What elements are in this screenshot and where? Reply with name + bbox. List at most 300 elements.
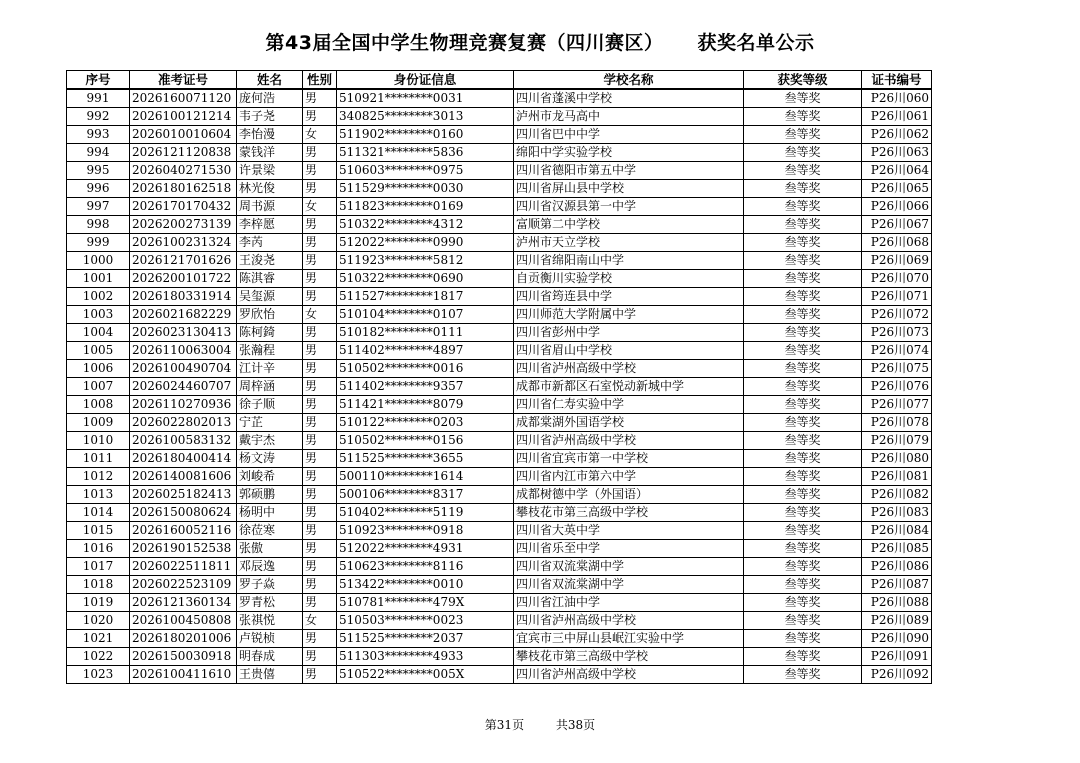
cell-award-level: 叁等奖 (744, 450, 862, 468)
cell-exam-id: 2026100450808 (130, 612, 237, 630)
col-header-school: 学校名称 (514, 71, 744, 90)
cell-exam-id: 2026180201006 (130, 630, 237, 648)
table-header-row (67, 71, 932, 90)
table-row (67, 630, 932, 648)
table-row (67, 558, 932, 576)
cell-gender: 男 (303, 468, 337, 486)
table-row (67, 576, 932, 594)
cell-certificate-no: P26川088 (862, 594, 932, 612)
cell-certificate-no: P26川076 (862, 378, 932, 396)
col-header-name: 姓名 (237, 71, 303, 90)
cell-id-info: 510623********8116 (337, 558, 514, 576)
cell-id-info: 500106********8317 (337, 486, 514, 504)
page-number: 第31页 (484, 718, 525, 732)
cell-index: 1018 (67, 576, 130, 594)
table-row (67, 540, 932, 558)
cell-index: 992 (67, 108, 130, 126)
table-row (67, 216, 932, 234)
cell-certificate-no: P26川072 (862, 306, 932, 324)
cell-certificate-no: P26川085 (862, 540, 932, 558)
cell-exam-id: 2026024460707 (130, 378, 237, 396)
cell-award-level: 叁等奖 (744, 666, 862, 684)
cell-index: 994 (67, 144, 130, 162)
cell-gender: 男 (303, 162, 337, 180)
cell-id-info: 513422********0010 (337, 576, 514, 594)
cell-name: 许景梁 (237, 162, 303, 180)
cell-certificate-no: P26川075 (862, 360, 932, 378)
cell-name: 李梓愿 (237, 216, 303, 234)
cell-gender: 男 (303, 504, 337, 522)
cell-id-info: 510104********0107 (337, 306, 514, 324)
table-row (67, 252, 932, 270)
cell-index: 1009 (67, 414, 130, 432)
cell-award-level: 叁等奖 (744, 522, 862, 540)
cell-gender: 男 (303, 89, 337, 108)
cell-gender: 男 (303, 540, 337, 558)
cell-index: 1014 (67, 504, 130, 522)
cell-name: 周梓涵 (237, 378, 303, 396)
cell-name: 罗子焱 (237, 576, 303, 594)
cell-exam-id: 2026110270936 (130, 396, 237, 414)
cell-school: 泸州市龙马高中 (514, 108, 744, 126)
col-header-exam-id: 准考证号 (130, 71, 237, 90)
cell-index: 996 (67, 180, 130, 198)
table-row (67, 342, 932, 360)
cell-school: 四川省眉山中学校 (514, 342, 744, 360)
cell-name: 陈柯錡 (237, 324, 303, 342)
cell-id-info: 510522********005X (337, 666, 514, 684)
col-header-gender: 性别 (303, 71, 337, 90)
cell-school: 自贡衡川实验学校 (514, 270, 744, 288)
cell-school: 四川省泸州高级中学校 (514, 666, 744, 684)
cell-index: 993 (67, 126, 130, 144)
title-suffix: 获奖名单公示 (697, 32, 815, 54)
table-row (67, 378, 932, 396)
cell-gender: 男 (303, 216, 337, 234)
cell-school: 成都树德中学（外国语） (514, 486, 744, 504)
table-row (67, 198, 932, 216)
table-row (67, 324, 932, 342)
table-row (67, 270, 932, 288)
cell-certificate-no: P26川062 (862, 126, 932, 144)
cell-id-info: 511823********0169 (337, 198, 514, 216)
cell-certificate-no: P26川064 (862, 162, 932, 180)
cell-index: 995 (67, 162, 130, 180)
cell-name: 罗欣怡 (237, 306, 303, 324)
cell-exam-id: 2026040271530 (130, 162, 237, 180)
cell-id-info: 511923********5812 (337, 252, 514, 270)
cell-index: 1006 (67, 360, 130, 378)
cell-gender: 女 (303, 612, 337, 630)
cell-school: 四川省内江市第六中学 (514, 468, 744, 486)
cell-exam-id: 2026140081606 (130, 468, 237, 486)
table-row (67, 288, 932, 306)
cell-award-level: 叁等奖 (744, 144, 862, 162)
cell-certificate-no: P26川090 (862, 630, 932, 648)
cell-award-level: 叁等奖 (744, 288, 862, 306)
cell-gender: 男 (303, 414, 337, 432)
cell-gender: 男 (303, 108, 337, 126)
cell-name: 罗青松 (237, 594, 303, 612)
table-row (67, 522, 932, 540)
cell-id-info: 511402********4897 (337, 342, 514, 360)
cell-certificate-no: P26川083 (862, 504, 932, 522)
table-row (67, 108, 932, 126)
cell-name: 李怡漫 (237, 126, 303, 144)
cell-certificate-no: P26川091 (862, 648, 932, 666)
cell-award-level: 叁等奖 (744, 432, 862, 450)
cell-exam-id: 2026100231324 (130, 234, 237, 252)
cell-id-info: 510322********0690 (337, 270, 514, 288)
cell-exam-id: 2026200273139 (130, 216, 237, 234)
cell-school: 富顺第二中学校 (514, 216, 744, 234)
table-row (67, 234, 932, 252)
cell-id-info: 510402********5119 (337, 504, 514, 522)
cell-award-level: 叁等奖 (744, 630, 862, 648)
cell-name: 陈淇睿 (237, 270, 303, 288)
table-row (67, 162, 932, 180)
cell-gender: 男 (303, 180, 337, 198)
cell-id-info: 511529********0030 (337, 180, 514, 198)
cell-id-info: 510603********0975 (337, 162, 514, 180)
cell-school: 宜宾市三中屏山县岷江实验中学 (514, 630, 744, 648)
cell-gender: 男 (303, 288, 337, 306)
cell-name: 张祺悦 (237, 612, 303, 630)
cell-certificate-no: P26川063 (862, 144, 932, 162)
cell-school: 四川省仁寿实验中学 (514, 396, 744, 414)
cell-name: 徐莅寒 (237, 522, 303, 540)
cell-school: 四川省德阳市第五中学 (514, 162, 744, 180)
cell-school: 四川省宜宾市第一中学校 (514, 450, 744, 468)
cell-award-level: 叁等奖 (744, 414, 862, 432)
cell-gender: 男 (303, 324, 337, 342)
cell-index: 1010 (67, 432, 130, 450)
cell-name: 蒙钱洋 (237, 144, 303, 162)
cell-school: 四川省屏山县中学校 (514, 180, 744, 198)
cell-exam-id: 2026160071120 (130, 89, 237, 108)
cell-exam-id: 2026022511811 (130, 558, 237, 576)
cell-id-info: 511321********5836 (337, 144, 514, 162)
cell-index: 1021 (67, 630, 130, 648)
cell-school: 四川省大英中学 (514, 522, 744, 540)
table-row (67, 486, 932, 504)
cell-index: 1015 (67, 522, 130, 540)
cell-id-info: 512022********0990 (337, 234, 514, 252)
cell-certificate-no: P26川082 (862, 486, 932, 504)
cell-exam-id: 2026170170432 (130, 198, 237, 216)
cell-school: 四川省乐至中学 (514, 540, 744, 558)
cell-index: 997 (67, 198, 130, 216)
cell-exam-id: 2026121701626 (130, 252, 237, 270)
cell-index: 1003 (67, 306, 130, 324)
cell-award-level: 叁等奖 (744, 504, 862, 522)
cell-gender: 男 (303, 486, 337, 504)
cell-award-level: 叁等奖 (744, 612, 862, 630)
cell-gender: 男 (303, 432, 337, 450)
table-row (67, 594, 932, 612)
cell-index: 1011 (67, 450, 130, 468)
cell-index: 1000 (67, 252, 130, 270)
cell-gender: 男 (303, 522, 337, 540)
cell-name: 徐子顺 (237, 396, 303, 414)
table-row (67, 89, 932, 108)
cell-name: 周书源 (237, 198, 303, 216)
cell-award-level: 叁等奖 (744, 126, 862, 144)
cell-index: 1008 (67, 396, 130, 414)
cell-gender: 男 (303, 648, 337, 666)
cell-exam-id: 2026190152538 (130, 540, 237, 558)
col-header-certificate-no: 证书编号 (862, 71, 932, 90)
cell-index: 1001 (67, 270, 130, 288)
cell-certificate-no: P26川074 (862, 342, 932, 360)
cell-exam-id: 2026100490704 (130, 360, 237, 378)
cell-index: 1017 (67, 558, 130, 576)
cell-certificate-no: P26川073 (862, 324, 932, 342)
cell-school: 四川省彭州中学 (514, 324, 744, 342)
cell-school: 绵阳中学实验学校 (514, 144, 744, 162)
cell-certificate-no: P26川079 (862, 432, 932, 450)
cell-exam-id: 2026180400414 (130, 450, 237, 468)
cell-award-level: 叁等奖 (744, 342, 862, 360)
cell-name: 戴宇杰 (237, 432, 303, 450)
cell-index: 1005 (67, 342, 130, 360)
cell-school: 四川省巴中中学 (514, 126, 744, 144)
cell-name: 杨文涛 (237, 450, 303, 468)
cell-exam-id: 2026150080624 (130, 504, 237, 522)
cell-id-info: 500110********1614 (337, 468, 514, 486)
table-row (67, 468, 932, 486)
cell-school: 攀枝花市第三高级中学校 (514, 648, 744, 666)
cell-gender: 女 (303, 306, 337, 324)
cell-name: 卢锐桢 (237, 630, 303, 648)
cell-name: 杨明中 (237, 504, 303, 522)
cell-id-info: 510781********479X (337, 594, 514, 612)
cell-index: 1020 (67, 612, 130, 630)
cell-gender: 男 (303, 558, 337, 576)
cell-name: 郭硕鹏 (237, 486, 303, 504)
cell-school: 成都棠湖外国语学校 (514, 414, 744, 432)
cell-exam-id: 2026200101722 (130, 270, 237, 288)
cell-name: 王浚尧 (237, 252, 303, 270)
cell-name: 张傲 (237, 540, 303, 558)
page-title (0, 28, 1080, 55)
cell-name: 林光俊 (237, 180, 303, 198)
cell-certificate-no: P26川068 (862, 234, 932, 252)
cell-gender: 男 (303, 234, 337, 252)
cell-exam-id: 2026021682229 (130, 306, 237, 324)
cell-id-info: 340825********3013 (337, 108, 514, 126)
cell-exam-id: 2026180331914 (130, 288, 237, 306)
cell-exam-id: 2026100411610 (130, 666, 237, 684)
cell-index: 1022 (67, 648, 130, 666)
table-row (67, 648, 932, 666)
cell-id-info: 510122********0203 (337, 414, 514, 432)
cell-gender: 男 (303, 576, 337, 594)
cell-exam-id: 2026100583132 (130, 432, 237, 450)
cell-id-info: 510502********0016 (337, 360, 514, 378)
cell-index: 998 (67, 216, 130, 234)
cell-award-level: 叁等奖 (744, 324, 862, 342)
table-row (67, 396, 932, 414)
cell-exam-id: 2026010010604 (130, 126, 237, 144)
title-main: 第43届全国中学生物理竞赛复赛（四川赛区） (265, 32, 664, 54)
cell-school: 成都市新都区石室悦动新城中学 (514, 378, 744, 396)
table-row (67, 306, 932, 324)
cell-exam-id: 2026022523109 (130, 576, 237, 594)
cell-award-level: 叁等奖 (744, 558, 862, 576)
cell-id-info: 510921********0031 (337, 89, 514, 108)
table-row (67, 450, 932, 468)
cell-school: 四川省双流棠湖中学 (514, 576, 744, 594)
cell-certificate-no: P26川067 (862, 216, 932, 234)
cell-id-info: 511421********8079 (337, 396, 514, 414)
cell-id-info: 510503********0023 (337, 612, 514, 630)
cell-exam-id: 2026121120838 (130, 144, 237, 162)
cell-id-info: 510182********0111 (337, 324, 514, 342)
cell-gender: 男 (303, 396, 337, 414)
cell-award-level: 叁等奖 (744, 486, 862, 504)
cell-gender: 男 (303, 270, 337, 288)
cell-id-info: 511303********4933 (337, 648, 514, 666)
cell-gender: 男 (303, 630, 337, 648)
table-row (67, 432, 932, 450)
cell-award-level: 叁等奖 (744, 594, 862, 612)
cell-award-level: 叁等奖 (744, 162, 862, 180)
cell-name: 王贵僖 (237, 666, 303, 684)
cell-id-info: 510502********0156 (337, 432, 514, 450)
cell-school: 四川省泸州高级中学校 (514, 360, 744, 378)
cell-award-level: 叁等奖 (744, 252, 862, 270)
cell-id-info: 511902********0160 (337, 126, 514, 144)
cell-certificate-no: P26川084 (862, 522, 932, 540)
page-footer (0, 716, 1080, 733)
cell-gender: 男 (303, 666, 337, 684)
cell-name: 庞何浩 (237, 89, 303, 108)
cell-school: 四川省泸州高级中学校 (514, 432, 744, 450)
table-row (67, 612, 932, 630)
cell-certificate-no: P26川078 (862, 414, 932, 432)
table-row (67, 126, 932, 144)
cell-index: 1012 (67, 468, 130, 486)
cell-school: 四川省汉源县第一中学 (514, 198, 744, 216)
cell-name: 明春成 (237, 648, 303, 666)
cell-name: 韦子尧 (237, 108, 303, 126)
cell-certificate-no: P26川089 (862, 612, 932, 630)
cell-certificate-no: P26川080 (862, 450, 932, 468)
cell-award-level: 叁等奖 (744, 198, 862, 216)
cell-name: 李芮 (237, 234, 303, 252)
cell-school: 四川省江油中学 (514, 594, 744, 612)
cell-certificate-no: P26川061 (862, 108, 932, 126)
cell-index: 999 (67, 234, 130, 252)
cell-certificate-no: P26川087 (862, 576, 932, 594)
cell-index: 991 (67, 89, 130, 108)
cell-exam-id: 2026022802013 (130, 414, 237, 432)
cell-award-level: 叁等奖 (744, 180, 862, 198)
table-row (67, 414, 932, 432)
cell-certificate-no: P26川086 (862, 558, 932, 576)
cell-gender: 女 (303, 198, 337, 216)
cell-index: 1016 (67, 540, 130, 558)
cell-school: 四川师范大学附属中学 (514, 306, 744, 324)
cell-id-info: 512022********4931 (337, 540, 514, 558)
col-header-index: 序号 (67, 71, 130, 90)
table-row (67, 360, 932, 378)
col-header-id-info: 身份证信息 (337, 71, 514, 90)
cell-award-level: 叁等奖 (744, 89, 862, 108)
cell-award-level: 叁等奖 (744, 648, 862, 666)
cell-exam-id: 2026025182413 (130, 486, 237, 504)
cell-school: 四川省筠连县中学 (514, 288, 744, 306)
cell-school: 泸州市天立学校 (514, 234, 744, 252)
cell-award-level: 叁等奖 (744, 540, 862, 558)
cell-award-level: 叁等奖 (744, 216, 862, 234)
cell-gender: 男 (303, 360, 337, 378)
award-table (66, 70, 932, 684)
cell-index: 1023 (67, 666, 130, 684)
cell-index: 1002 (67, 288, 130, 306)
cell-award-level: 叁等奖 (744, 576, 862, 594)
cell-certificate-no: P26川070 (862, 270, 932, 288)
cell-name: 宁芷 (237, 414, 303, 432)
cell-id-info: 511525********2037 (337, 630, 514, 648)
cell-certificate-no: P26川065 (862, 180, 932, 198)
cell-name: 邓辰逸 (237, 558, 303, 576)
cell-exam-id: 2026023130413 (130, 324, 237, 342)
col-header-award-level: 获奖等级 (744, 71, 862, 90)
cell-award-level: 叁等奖 (744, 360, 862, 378)
cell-certificate-no: P26川081 (862, 468, 932, 486)
cell-award-level: 叁等奖 (744, 108, 862, 126)
cell-award-level: 叁等奖 (744, 378, 862, 396)
cell-gender: 男 (303, 342, 337, 360)
cell-name: 吴玺源 (237, 288, 303, 306)
cell-id-info: 511525********3655 (337, 450, 514, 468)
cell-school: 四川省绵阳南山中学 (514, 252, 744, 270)
cell-exam-id: 2026121360134 (130, 594, 237, 612)
cell-gender: 男 (303, 450, 337, 468)
cell-gender: 男 (303, 252, 337, 270)
cell-certificate-no: P26川071 (862, 288, 932, 306)
cell-index: 1007 (67, 378, 130, 396)
cell-exam-id: 2026160052116 (130, 522, 237, 540)
cell-certificate-no: P26川066 (862, 198, 932, 216)
cell-gender: 女 (303, 126, 337, 144)
cell-certificate-no: P26川077 (862, 396, 932, 414)
cell-award-level: 叁等奖 (744, 270, 862, 288)
cell-exam-id: 2026100121214 (130, 108, 237, 126)
table-row (67, 504, 932, 522)
cell-index: 1013 (67, 486, 130, 504)
cell-gender: 男 (303, 144, 337, 162)
cell-exam-id: 2026110063004 (130, 342, 237, 360)
cell-certificate-no: P26川069 (862, 252, 932, 270)
cell-index: 1019 (67, 594, 130, 612)
table-row (67, 666, 932, 684)
cell-id-info: 510923********0918 (337, 522, 514, 540)
cell-id-info: 511527********1817 (337, 288, 514, 306)
cell-award-level: 叁等奖 (744, 396, 862, 414)
cell-certificate-no: P26川092 (862, 666, 932, 684)
cell-name: 江计辛 (237, 360, 303, 378)
table-row (67, 180, 932, 198)
cell-award-level: 叁等奖 (744, 468, 862, 486)
cell-school: 四川省蓬溪中学校 (514, 89, 744, 108)
cell-award-level: 叁等奖 (744, 306, 862, 324)
cell-exam-id: 2026180162518 (130, 180, 237, 198)
page-total: 共38页 (555, 718, 596, 732)
table-row (67, 144, 932, 162)
